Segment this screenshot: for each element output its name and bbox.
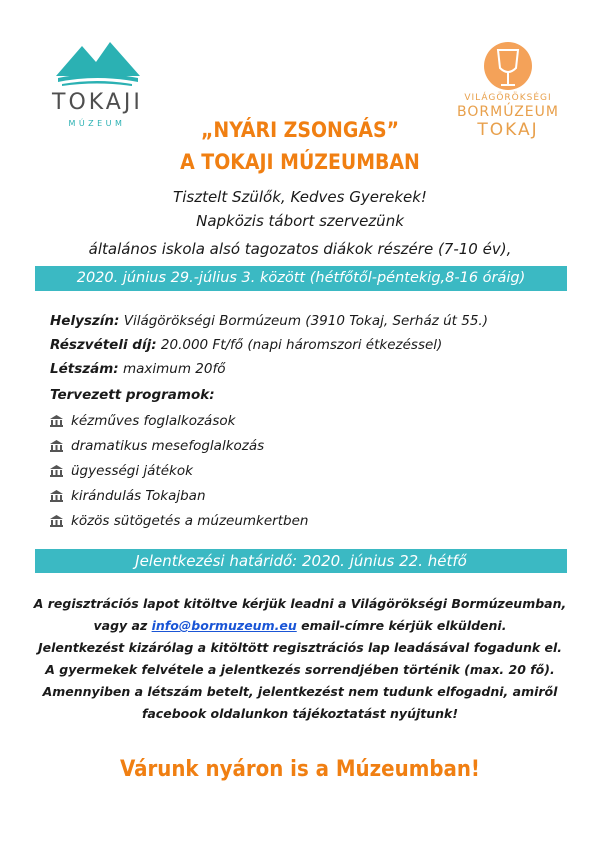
list-item [50,438,264,454]
info-fee [50,337,442,353]
info-fee-label: Részvételi díj: [50,337,157,353]
intro-camp: Napközis tábort szervezünk [196,212,404,230]
building-bullet-icon [50,515,63,527]
title-line-2: A TOKAJI MÚZEUMBAN [180,150,420,174]
programs-title: Tervezett programok: [50,387,215,403]
logo-right-top: VILÁGÖRÖKSÉGI [464,93,552,103]
info-capacity-value: maximum 20fő [122,361,226,377]
registration-text-6: facebook oldalunkon tájékoztatást nyújtunk! [141,706,459,721]
wine-glass-logo-icon [438,40,578,92]
program-label: ügyességi játékok [71,463,193,479]
registration-text-2 [0,618,600,633]
program-label: közös sütögetés a múzeumkertben [71,513,309,529]
list-item [50,488,206,504]
registration-text-2-before: vagy az [93,618,152,633]
mountain-logo-icon [52,40,142,88]
logo-left-subtitle: MÚZEUM [68,119,126,128]
building-bullet-icon [50,465,63,477]
intro-audience: általános iskola alsó tagozatos diákok részére (7-10 év), [88,240,512,258]
program-label: kirándulás Tokajban [71,488,206,504]
email-link[interactable]: info@bormuzeum.eu [151,618,297,633]
logo-left-name: TOKAJI [52,90,143,115]
list-item [50,463,193,479]
building-bullet-icon [50,415,63,427]
info-location-label: Helyszín: [50,313,120,329]
registration-text-4: A gyermekek felvétele a jelentkezés sorrendjében történik (max. 20 fő). [45,662,555,677]
info-fee-value: 20.000 Ft/fő (napi háromszori étkezéssel) [160,337,443,353]
building-bullet-icon [50,490,63,502]
info-capacity-label: Létszám: [50,361,119,377]
intro-greeting: Tisztelt Szülők, Kedves Gyerekek! [173,188,427,206]
info-capacity [50,361,226,377]
registration-text-1: A regisztrációs lapot kitöltve kérjük leadni a Világörökségi Bormúzeumban, [33,596,567,611]
building-bullet-icon [50,440,63,452]
deadline-banner: Jelentkezési határidő: 2020. június 22. hétfő [35,549,567,573]
closing-slogan: Várunk nyáron is a Múzeumban! [120,757,480,782]
program-label: dramatikus mesefoglalkozás [71,438,265,454]
title-line-1: „NYÁRI ZSONGÁS” [201,118,399,142]
list-item [50,513,308,529]
program-label: kézműves foglalkozások [71,413,236,429]
registration-text-5: Amennyiben a létszám betelt, jelentkezést nem tudunk elfogadni, amiről [42,684,558,699]
registration-text-2-after: email-címre kérjük elküldeni. [296,618,507,633]
list-item [50,413,235,429]
date-banner: 2020. június 29.-július 3. között (hétfőtől-péntekig,8-16 óráig) [35,266,567,291]
info-location [50,313,488,329]
info-location-value: Világörökségi Bormúzeum (3910 Tokaj, Serház út 55.) [123,313,488,329]
registration-text-3: Jelentkezést kizárólag a kitöltött regisztrációs lap leadásával fogadunk el. [37,640,563,655]
logo-right-bottom: TOKAJ [477,120,539,140]
logo-right-middle: BORMÚZEUM [457,104,559,120]
